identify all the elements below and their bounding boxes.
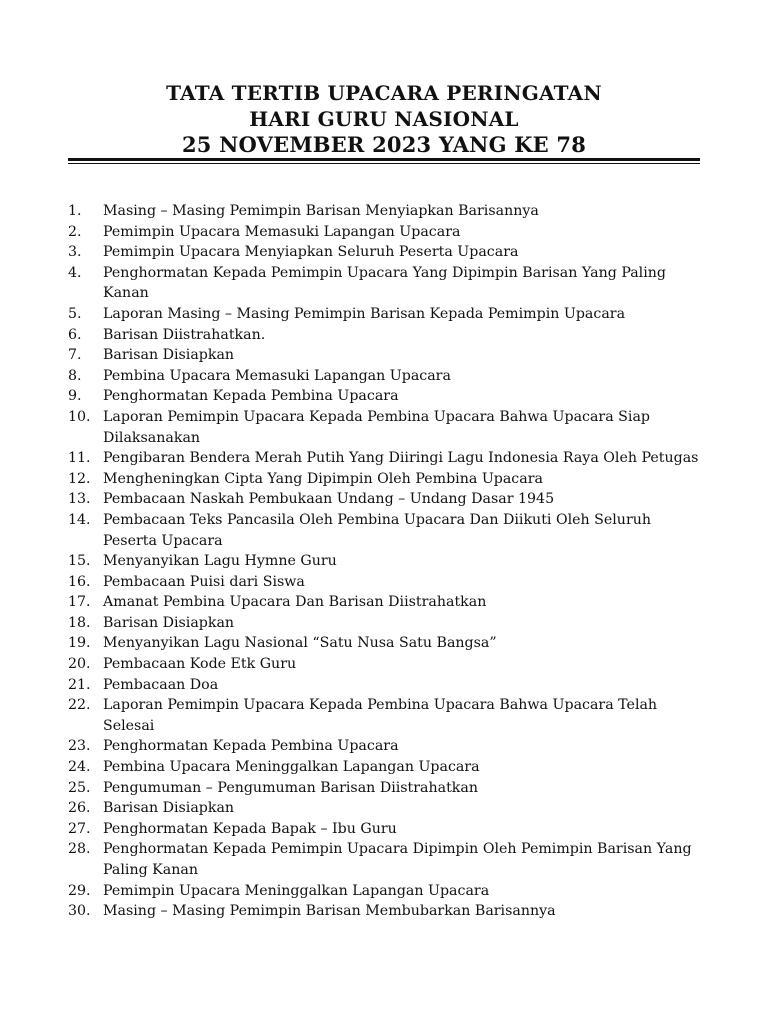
list-item-number: 4. [68, 264, 82, 281]
list-item-text: Penghormatan Kepada Pemimpin Upacara Yang Dipimpin Barisan Yang Paling Kanan [103, 264, 666, 302]
list-item-number: 15. [68, 553, 91, 570]
list-item-number: 18. [68, 614, 91, 631]
list-item-number: 25. [68, 779, 91, 796]
list-item-number: 12. [68, 470, 91, 487]
list-item [68, 736, 700, 757]
list-item [68, 448, 700, 469]
list-item [68, 757, 700, 778]
list-item-text: Pemimpin Upacara Menyiapkan Seluruh Peserta Upacara [103, 244, 519, 261]
title-line-3: 25 NOVEMBER 2023 YANG KE 78 [181, 132, 587, 157]
list-item-text: Pembacaan Kode Etk Guru [103, 656, 297, 673]
list-item-number: 30. [68, 903, 91, 920]
list-item-number: 7. [68, 347, 82, 364]
list-item-number: 24. [68, 759, 91, 776]
list-item-text: Pembina Upacara Memasuki Lapangan Upacara [103, 367, 451, 384]
list-item [68, 819, 700, 840]
list-item-number: 9. [68, 388, 82, 405]
list-item-number: 27. [68, 820, 91, 837]
list-item-number: 8. [68, 367, 82, 384]
list-item [68, 263, 700, 304]
list-item-text: Laporan Pemimpin Upacara Kepada Pembina Upacara Bahwa Upacara Telah Selesai [103, 697, 658, 734]
title-line-1: TATA TERTIB UPACARA PERINGATAN [166, 81, 602, 105]
list-item [68, 572, 700, 593]
list-item-text: Pembina Upacara Meninggalkan Lapangan Upacara [103, 759, 480, 776]
list-item-number: 19. [68, 635, 91, 652]
list-item-text: Laporan Pemimpin Upacara Kepada Pembina Upacara Bahwa Upacara Siap Dilaksanakan [103, 408, 650, 446]
list-item [68, 489, 700, 510]
list-item-number: 21. [68, 676, 91, 693]
list-item-text: Pemimpin Upacara Memasuki Lapangan Upacara [103, 223, 461, 240]
list-item [68, 242, 700, 263]
list-item-text: Pembacaan Teks Pancasila Oleh Pembina Upacara Dan Diikuti Oleh Seluruh Peserta Upacara [103, 511, 652, 549]
list-item [68, 881, 700, 902]
list-item-text: Pengibaran Bendera Merah Putih Yang Diiringi Lagu Indonesia Raya Oleh Petugas [103, 450, 699, 467]
list-item-number: 5. [68, 305, 82, 322]
list-item-text: Menyanyikan Lagu Hymne Guru [103, 553, 337, 570]
list-item-number: 16. [68, 573, 91, 590]
title-line-2: HARI GURU NASIONAL [249, 107, 519, 131]
list-item-number: 17. [68, 594, 91, 611]
list-item [68, 633, 700, 654]
list-item-text: Laporan Masing – Masing Pemimpin Barisan Kepada Pemimpin Upacara [103, 305, 626, 322]
list-item [68, 695, 700, 736]
list-item-text: Penghormatan Kepada Pembina Upacara [103, 388, 399, 405]
list-item-text: Penghormatan Kepada Pemimpin Upacara Dipimpin Oleh Pemimpin Barisan Yang Paling Kanan [103, 841, 692, 878]
list-item [68, 469, 700, 490]
list-item [68, 592, 700, 613]
list-item [68, 778, 700, 799]
list-item-number: 2. [68, 223, 82, 240]
list-item [68, 325, 700, 346]
list-item-text: Pengumuman – Pengumuman Barisan Diistrahatkan [103, 779, 478, 796]
list-item-text: Menyanyikan Lagu Nasional “Satu Nusa Satu Bangsa” [103, 635, 497, 652]
list-item-number: 23. [68, 738, 91, 755]
list-item-number: 28. [68, 841, 91, 858]
agenda-list [68, 201, 700, 922]
list-item-text: Pembacaan Puisi dari Siswa [103, 573, 305, 590]
list-item [68, 675, 700, 696]
list-item-number: 20. [68, 656, 91, 673]
list-item-text: Masing – Masing Pemimpin Barisan Membubarkan Barisannya [103, 903, 556, 920]
list-item-text: Barisan Disiapkan [103, 800, 235, 817]
list-item [68, 901, 700, 922]
list-item-text: Pembacaan Naskah Pembukaan Undang – Undang Dasar 1945 [103, 491, 555, 508]
list-item [68, 510, 700, 551]
list-item-text: Pembacaan Doa [103, 676, 219, 693]
list-item [68, 551, 700, 572]
list-item-number: 29. [68, 882, 91, 899]
list-item-number: 26. [68, 800, 91, 817]
list-item [68, 201, 700, 222]
list-item [68, 345, 700, 366]
list-item-text: Penghormatan Kepada Pembina Upacara [103, 738, 399, 755]
list-item-text: Masing – Masing Pemimpin Barisan Menyiapkan Barisannya [103, 203, 539, 219]
list-item-text: Mengheningkan Cipta Yang Dipimpin Oleh Pembina Upacara [103, 470, 543, 487]
list-item-text: Amanat Pembina Upacara Dan Barisan Diistrahatkan [103, 594, 487, 611]
list-item-number: 6. [68, 326, 82, 343]
list-item-text: Pemimpin Upacara Meninggalkan Lapangan Upacara [103, 882, 490, 899]
list-item-number: 22. [68, 697, 91, 714]
list-item [68, 304, 700, 325]
list-item-number: 11. [68, 450, 91, 467]
list-item [68, 654, 700, 675]
list-item [68, 839, 700, 880]
document-title [0, 80, 768, 158]
list-item-number: 14. [68, 511, 91, 528]
list-item-text: Penghormatan Kepada Bapak – Ibu Guru [103, 820, 397, 837]
list-item-text: Barisan Disiapkan [103, 347, 235, 364]
list-item-number: 10. [68, 408, 91, 425]
list-item [68, 798, 700, 819]
list-item-number: 13. [68, 491, 91, 508]
list-item [68, 222, 700, 243]
list-item [68, 386, 700, 407]
list-item-number: 1. [68, 203, 82, 219]
list-item-number: 3. [68, 244, 82, 261]
list-item-text: Barisan Diistrahatkan. [103, 326, 266, 343]
title-divider-thick [68, 158, 700, 161]
list-item-text: Barisan Disiapkan [103, 614, 235, 631]
list-item [68, 366, 700, 387]
list-item [68, 613, 700, 634]
title-divider-thin [68, 163, 700, 164]
list-item [68, 407, 700, 448]
